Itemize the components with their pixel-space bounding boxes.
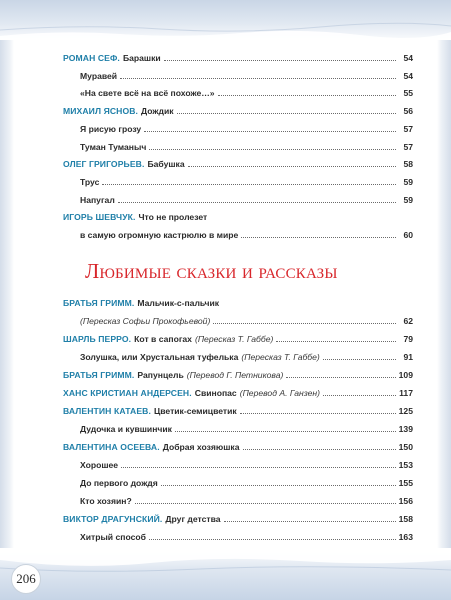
toc-title: Цветик-семицветик: [153, 406, 237, 416]
toc-entry[interactable]: [80, 346, 413, 362]
toc-page-number: 60: [403, 230, 413, 240]
toc-entry-text: [80, 142, 146, 152]
toc-entry[interactable]: [63, 328, 413, 344]
toc-page-number: 59: [403, 194, 413, 205]
toc-dot-leader: [161, 485, 396, 486]
toc-page-number: 155: [398, 478, 413, 488]
toc-entry[interactable]: [63, 382, 413, 398]
toc-page-number: 62: [403, 316, 413, 326]
toc-entry[interactable]: [80, 136, 413, 152]
toc-entry[interactable]: [63, 364, 413, 380]
toc-entry[interactable]: [80, 118, 413, 134]
toc-dot-leader: [135, 503, 396, 504]
toc-page-number: 125: [398, 406, 413, 416]
toc-dot-leader: [149, 149, 396, 150]
toc-title: Кто хозяин?: [80, 496, 132, 506]
toc-entry-text: [63, 106, 174, 116]
toc-dot-leader: [224, 521, 396, 522]
toc-page-number: 139: [398, 424, 413, 434]
toc-entry[interactable]: [63, 206, 413, 222]
toc-author: ВАЛЕНТИН КАТАЕВ.: [63, 406, 151, 416]
toc-dot-leader: [323, 395, 396, 396]
toc-entry-text: [80, 460, 118, 470]
toc-title: Дождик: [141, 106, 174, 117]
toc-title: Мальчик-с-пальчик: [137, 298, 220, 308]
toc-entry-text: [80, 424, 172, 434]
toc-entry[interactable]: [63, 47, 413, 63]
toc-title: Муравей: [80, 70, 118, 81]
toc-entry-text: [63, 212, 207, 222]
toc-translator-note: (Перевод Г. Петникова): [186, 370, 284, 380]
toc-dot-leader: [286, 377, 395, 378]
toc-entry-text: [80, 532, 146, 542]
toc-title: Бабушка: [147, 159, 185, 170]
toc-dot-leader: [177, 113, 396, 114]
toc-entry[interactable]: [63, 100, 413, 116]
toc-entry-text: [80, 124, 141, 134]
toc-title: Я рисую грозу: [80, 123, 142, 134]
toc-page-number: 91: [403, 352, 413, 362]
toc-page-number: 55: [403, 88, 413, 99]
toc-entry[interactable]: [63, 436, 413, 452]
toc-title: Что не пролезет: [138, 212, 208, 223]
toc-title: До первого дождя: [80, 478, 158, 488]
toc-author: ВАЛЕНТИНА ОСЕЕВА.: [63, 442, 160, 452]
toc-page-number: 79: [403, 334, 413, 344]
toc-page-number: 156: [398, 496, 413, 506]
toc-title: Добрая хозяюшка: [162, 442, 240, 452]
toc-title: Друг детства: [165, 514, 221, 524]
toc-author: ОЛЕГ ГРИГОРЬЕВ.: [63, 159, 145, 170]
toc-entry[interactable]: [63, 508, 413, 524]
toc-page-number: 54: [403, 53, 413, 63]
toc-entry[interactable]: [80, 189, 413, 205]
toc-translator-note: (Перевод А. Ганзен): [239, 388, 321, 398]
toc-entry[interactable]: [63, 292, 413, 308]
toc-page-number: 117: [399, 388, 413, 398]
toc-dot-leader: [243, 449, 396, 450]
toc-dot-leader: [218, 95, 396, 96]
toc-dot-leader: [144, 131, 396, 132]
toc-page-number: 59: [403, 176, 413, 187]
toc-dot-leader: [213, 323, 396, 324]
toc-dot-leader: [188, 166, 396, 167]
toc-author: БРАТЬЯ ГРИММ.: [63, 298, 135, 308]
toc-page-number: 56: [403, 106, 413, 117]
toc-entry-text: [63, 53, 161, 63]
toc-author: МИХАИЛ ЯСНОВ.: [63, 106, 139, 117]
toc-entry-text: [80, 496, 132, 506]
page-number: 206: [11, 564, 41, 594]
toc-title: Дудочка и кувшинчик: [80, 424, 172, 434]
toc-page-number: 109: [398, 370, 413, 380]
toc-entry-text: [63, 334, 273, 344]
toc-entry[interactable]: [80, 310, 413, 326]
toc-dot-leader: [276, 341, 396, 342]
toc-page-number: 57: [403, 123, 413, 134]
toc-entry[interactable]: [63, 153, 413, 169]
toc-entry-text: [63, 514, 221, 524]
toc-page-number: 163: [398, 532, 413, 542]
toc-page-number: 57: [403, 141, 413, 152]
toc-page-number: 150: [398, 442, 413, 452]
toc-title: Барашки: [122, 53, 161, 63]
toc-title: Кот в сапогах: [134, 334, 192, 344]
toc-entry[interactable]: [80, 418, 413, 434]
toc-entry[interactable]: [80, 454, 413, 470]
toc-dot-leader: [175, 431, 396, 432]
toc-entry-text: [63, 159, 185, 169]
toc-entry-text: [80, 230, 238, 240]
toc-page-number: 58: [403, 159, 413, 170]
toc-translator-note: (Пересказ Т. Габбе): [194, 334, 274, 344]
toc-author: ИГОРЬ ШЕВЧУК.: [63, 212, 136, 223]
toc-title: Рапунцель: [137, 370, 184, 380]
toc-title: в самую огромную кастрюлю в мире: [80, 230, 239, 240]
toc-entry[interactable]: [80, 82, 413, 98]
toc-entry[interactable]: [80, 224, 413, 240]
toc-title: Золушка, или Хрустальная туфелька: [80, 352, 239, 362]
toc-title: Хорошее: [80, 460, 119, 470]
toc-author: РОМАН СЕФ.: [63, 53, 120, 63]
toc-entry[interactable]: [80, 171, 413, 187]
toc-translator-note: (Пересказ Софьи Прокофьевой): [80, 316, 211, 326]
toc-dot-leader: [149, 539, 396, 540]
toc-entry-text: [80, 195, 115, 205]
toc-dot-leader: [241, 237, 396, 238]
toc-author: ВИКТОР ДРАГУНСКИЙ.: [63, 514, 163, 524]
toc-entry-text: [63, 406, 237, 416]
toc-entry[interactable]: [80, 526, 413, 542]
toc-entry-text: [80, 88, 215, 98]
toc-entry-text: [80, 478, 158, 488]
toc-entry[interactable]: [63, 400, 413, 416]
toc-author: ХАНС КРИСТИАН АНДЕРСЕН.: [63, 388, 192, 398]
toc-entry-text: [80, 352, 320, 362]
toc-dot-leader: [102, 184, 396, 185]
toc-entry[interactable]: [80, 65, 413, 81]
toc-entry[interactable]: [80, 472, 413, 488]
toc-entry-text: [80, 177, 99, 187]
toc-entry-text: [63, 298, 219, 308]
toc-page-number: 153: [398, 460, 413, 470]
toc-title: Свинопас: [194, 388, 237, 398]
toc-dot-leader: [323, 359, 396, 360]
toc-page-number: 54: [403, 70, 413, 81]
toc-dot-leader: [121, 467, 396, 468]
toc-dot-leader: [120, 78, 396, 79]
toc-translator-note: (Пересказ Т. Габбе): [241, 352, 320, 362]
toc-title: Напугал: [80, 194, 115, 205]
toc-entry-text: [63, 370, 283, 380]
section-heading: Любимые сказки и рассказы: [85, 259, 338, 283]
toc-entry-text: [63, 388, 320, 398]
toc-title: «На свете всё на всё похоже…»: [80, 88, 215, 99]
toc-title: Хитрый способ: [80, 532, 146, 542]
toc-author: ШАРЛЬ ПЕРРО.: [63, 334, 132, 344]
toc-entry[interactable]: [80, 490, 413, 506]
toc-author: БРАТЬЯ ГРИММ.: [63, 370, 135, 380]
toc-title: Трус: [80, 176, 100, 187]
toc-entry-text: [63, 442, 240, 452]
toc-page-number: 158: [398, 514, 413, 524]
toc-entry-text: [80, 316, 210, 326]
toc-title: Туман Туманыч: [80, 141, 147, 152]
toc-dot-leader: [240, 413, 396, 414]
toc-dot-leader: [164, 60, 396, 61]
toc-entry-text: [80, 71, 117, 81]
toc-dot-leader: [118, 202, 396, 203]
